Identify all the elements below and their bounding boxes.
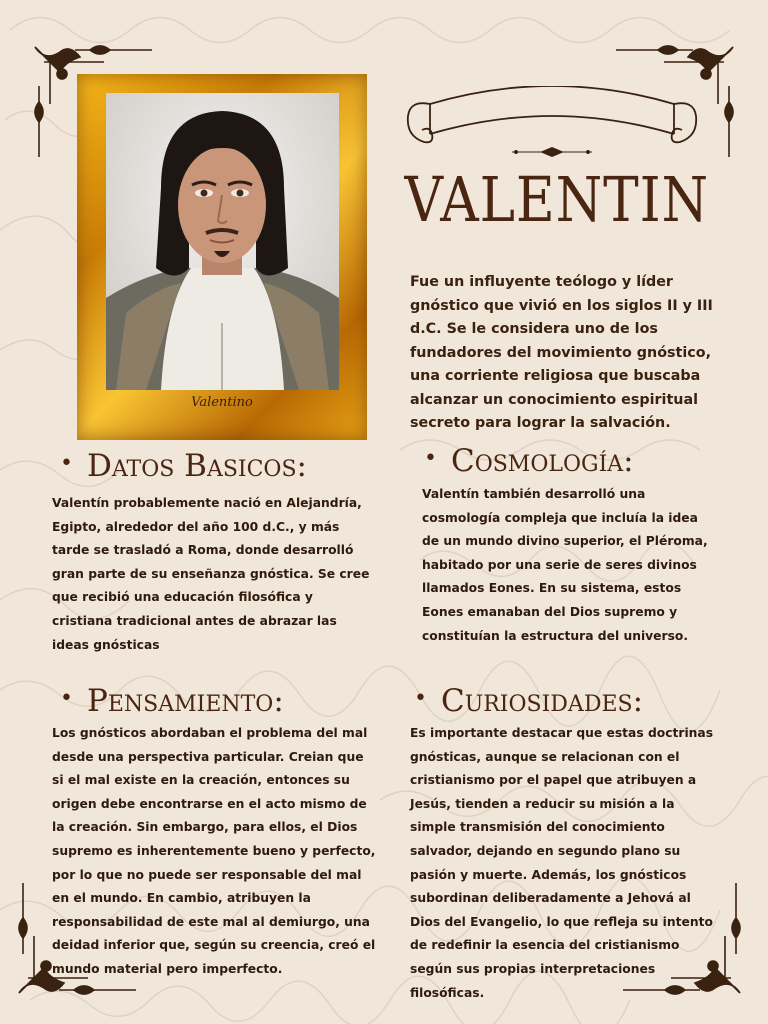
body-curiosidades: Es importante destacar que estas doctrinas gnósticas, aunque se relacionan con el cristianismo por el papel que atribuyen a Jesús, tienden a reducir su misión a la simple transmisión del conocimiento salvador, dejando en segundo plano su pasión y muerte. Además, los gnósticos subordinan deliberadamente a Jehová al Dios del Evangelio, lo que refleja su intento de redefinir la esencia del cristianismo según sus propias interpretaciones filosóficas. bbox=[410, 726, 714, 1000]
body-datos-basicos: Valentín probablemente nació en Alejandría, Egipto, alrededor del año 100 d.C., y más tarde se trasladó a Roma, donde desarrolló gran parte de su enseñanza gnóstica. Se cree que recibió una educación filosófica y cristiana tradicional antes de abrazar las ideas gnósticas bbox=[52, 496, 370, 652]
bullet-icon: • bbox=[60, 686, 73, 711]
body-cosmologia: Valentín también desarrolló una cosmología compleja que incluía la idea de un mundo divino superior, el Pléroma, habitado por una serie de seres divinos llamados Eones. En su sistema, estos Eones emanaban del Dios supremo y constituían la estructura del universo. bbox=[422, 487, 708, 643]
heading-text: Pensamiento: bbox=[86, 683, 284, 719]
portrait-caption: Valentino bbox=[191, 395, 253, 410]
bullet-icon: • bbox=[424, 446, 437, 471]
bullet-icon: • bbox=[414, 686, 427, 711]
portrait-frame bbox=[77, 74, 367, 440]
heading-text: Curiosidades: bbox=[440, 683, 644, 719]
heading-pensamiento bbox=[60, 683, 284, 719]
heading-cosmologia bbox=[424, 443, 634, 479]
portrait-figure bbox=[106, 93, 339, 390]
heading-text: Datos Basicos: bbox=[86, 448, 307, 484]
scroll-banner-icon bbox=[402, 86, 702, 158]
intro-text: Fue un influyente teólogo y líder gnóstico que vivió en los siglos II y III d.C. Se le considera uno de los fundadores del movimiento gnóstico, una corriente religiosa que buscaba alcanzar un conocimiento espiritual secreto para lograr la salvación. bbox=[410, 274, 713, 431]
heading-curiosidades bbox=[414, 683, 643, 719]
page-title: VALENTIN bbox=[404, 163, 710, 236]
heading-datos-basicos bbox=[60, 448, 307, 484]
heading-text: Cosmología: bbox=[450, 443, 634, 479]
portrait-image bbox=[106, 93, 339, 390]
bullet-icon: • bbox=[60, 451, 73, 476]
body-pensamiento: Los gnósticos abordaban el problema del mal desde una perspectiva particular. Creian que si el mal existe en la creación, entonces su origen debe encontrarse en el acto mismo de la creación. Sin embargo, para ellos, el Dios supremo es inherentemente bueno y perfecto, por lo que no puede ser responsable del mal en el mundo. En cambio, atribuyen la responsabilidad de este mal al demiurgo, una deidad inferior que, según su creencia, creó el mundo material pero imperfecto. bbox=[52, 726, 376, 976]
